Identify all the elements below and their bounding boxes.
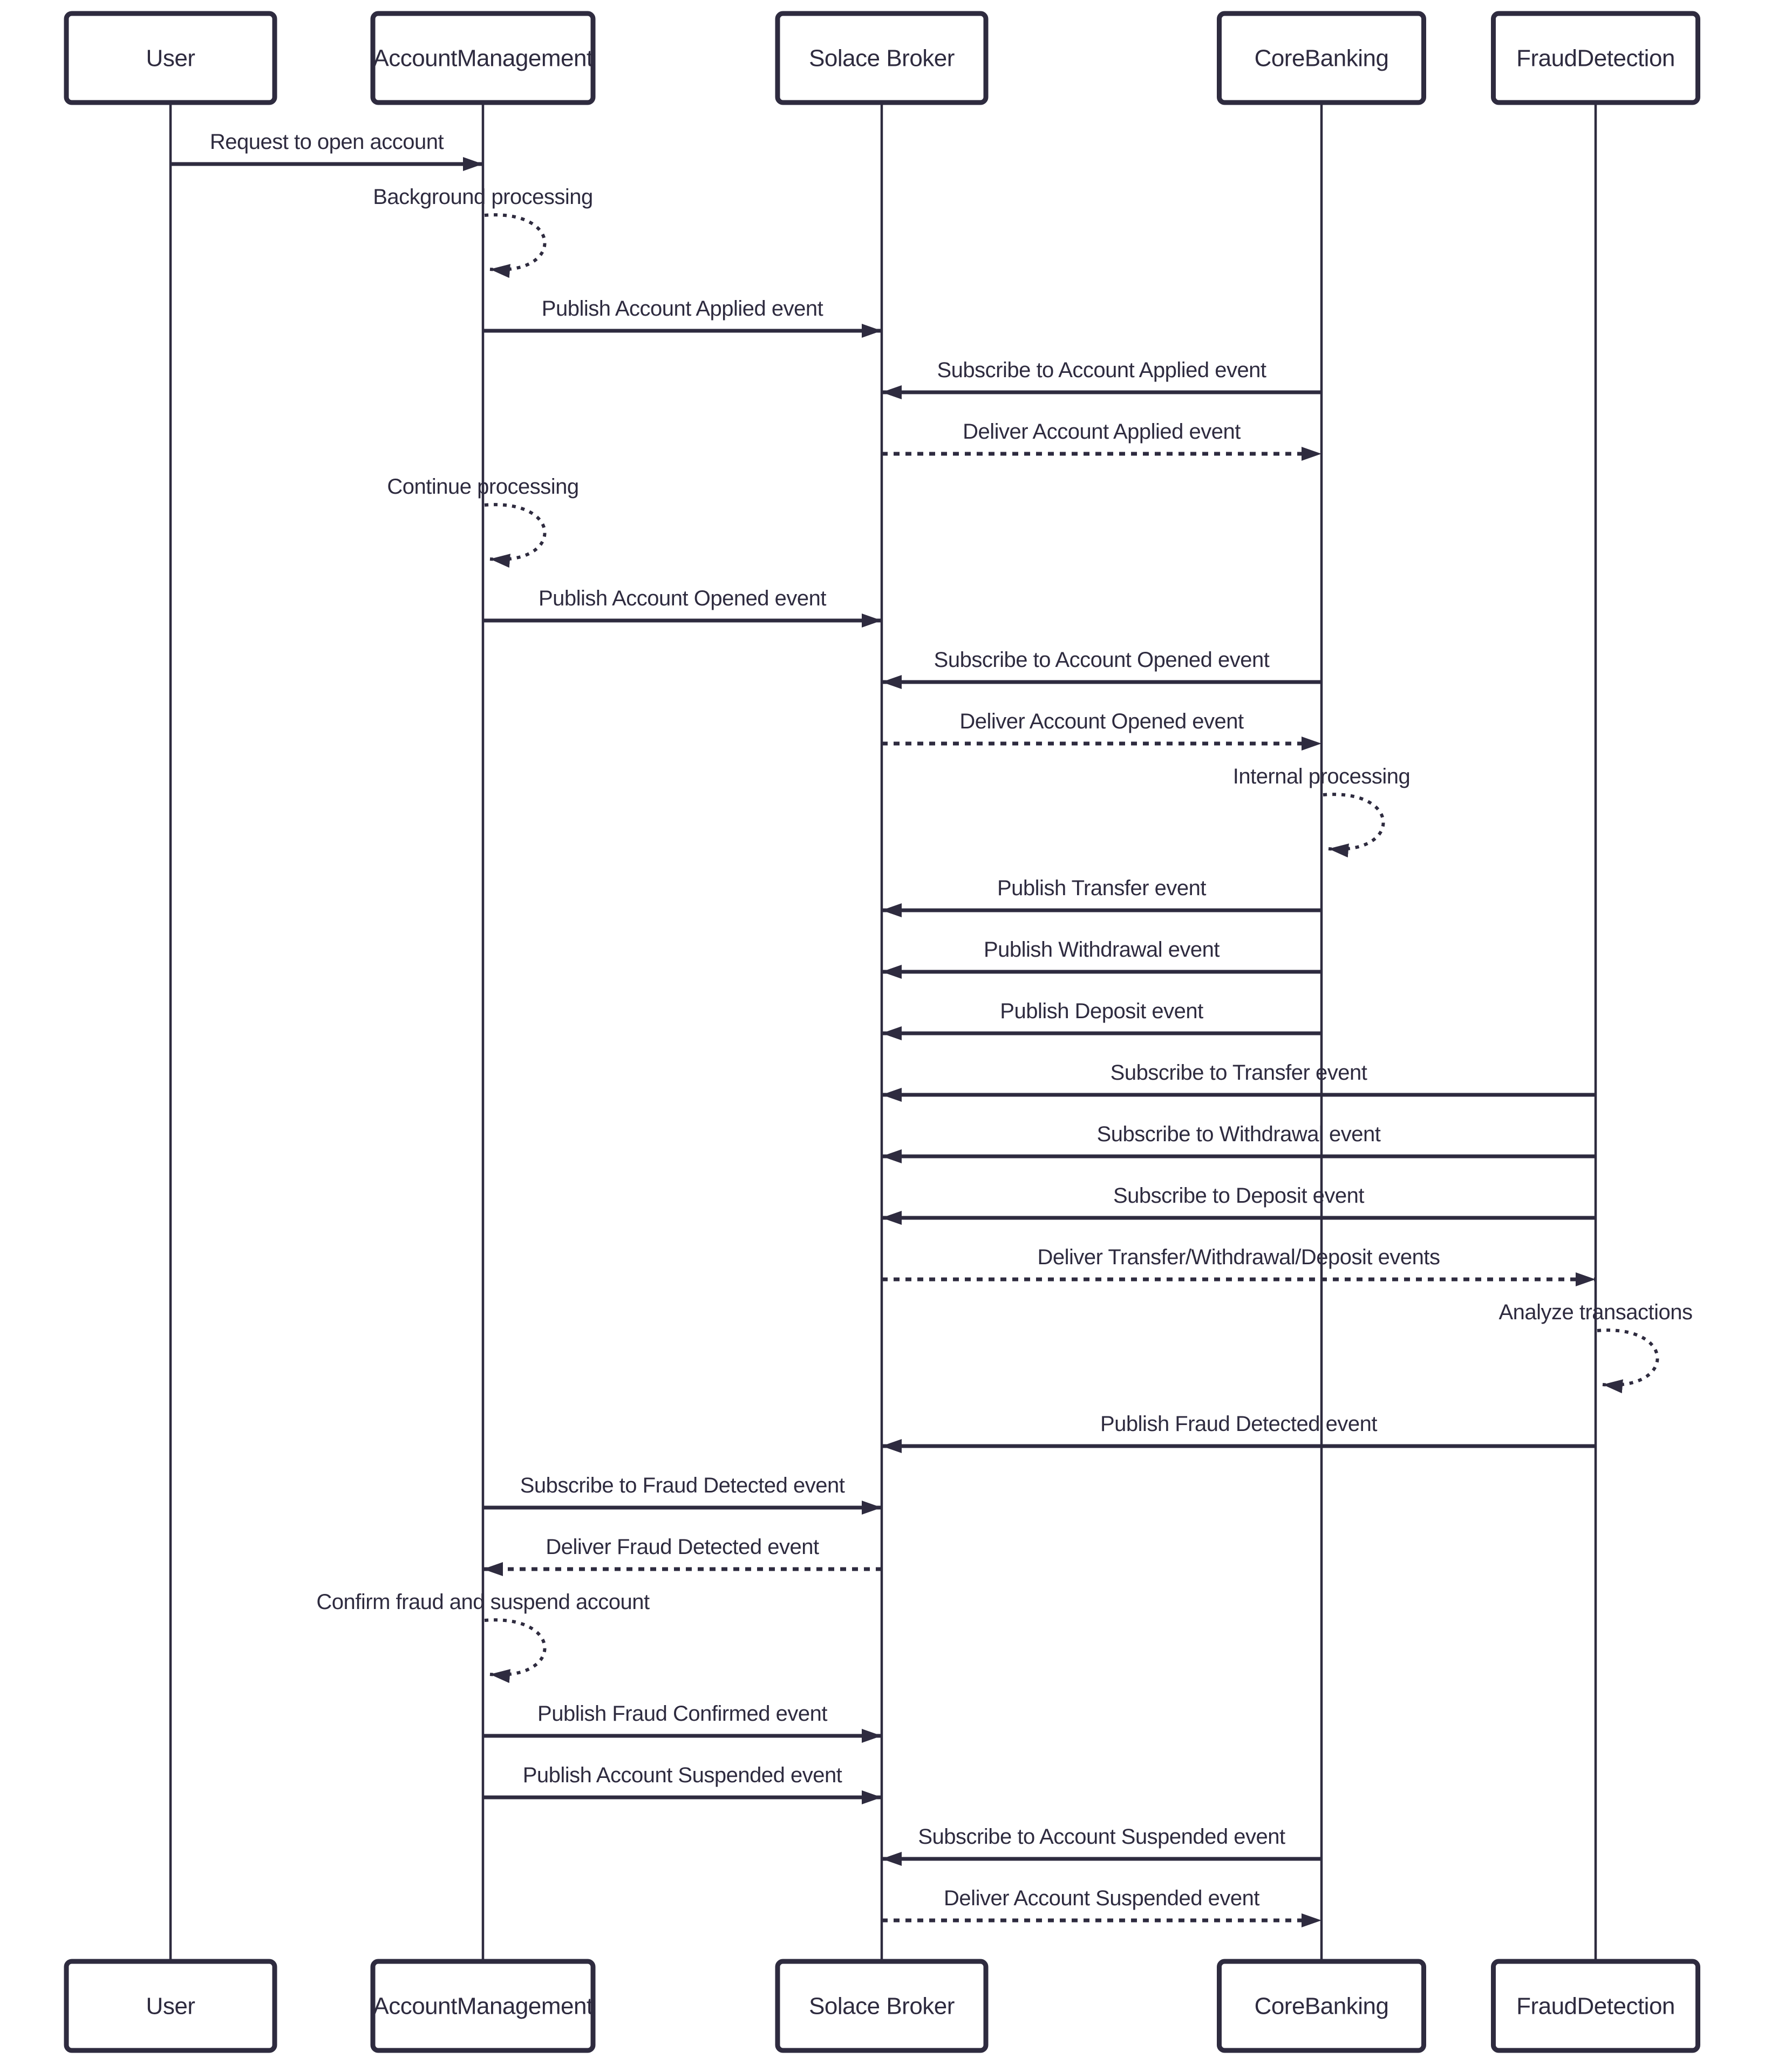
participant-label-top-solace-broker: Solace Broker: [809, 45, 955, 72]
message-label: Deliver Transfer/Withdrawal/Deposit events: [1037, 1245, 1440, 1269]
message-label: Subscribe to Transfer event: [1110, 1061, 1367, 1085]
participant-label-bottom-user: User: [146, 1993, 195, 2020]
message-label: Request to open account: [209, 130, 444, 154]
participant-label-bottom-fraud-detection: FraudDetection: [1516, 1993, 1675, 2020]
message-label: Publish Account Applied event: [541, 297, 823, 321]
message-label: Background processing: [373, 185, 593, 209]
participant-label-bottom-solace-broker: Solace Broker: [809, 1993, 955, 2020]
message-label: Subscribe to Account Applied event: [937, 358, 1266, 382]
message-label: Deliver Account Opened event: [959, 710, 1244, 733]
message-label: Internal processing: [1232, 765, 1411, 788]
participant-label-top-user: User: [146, 45, 195, 72]
message-label: Publish Deposit event: [1000, 999, 1203, 1023]
message-label: Publish Transfer event: [997, 876, 1206, 900]
message-label: Subscribe to Fraud Detected event: [520, 1474, 845, 1497]
participant-label-bottom-core-banking: CoreBanking: [1254, 1993, 1389, 2020]
message-label: Publish Withdrawal event: [983, 938, 1220, 962]
message-label: Deliver Account Suspended event: [944, 1886, 1259, 1910]
message-label: Subscribe to Account Suspended event: [918, 1825, 1285, 1849]
message-label: Publish Account Suspended event: [522, 1763, 842, 1787]
participant-label-top-account-management: AccountManagement: [373, 45, 593, 72]
message-label: Publish Account Opened event: [538, 587, 827, 610]
message-label: Analyze transactions: [1498, 1300, 1693, 1324]
message-label: Confirm fraud and suspend account: [316, 1590, 650, 1614]
message-label: Publish Fraud Confirmed event: [537, 1702, 827, 1726]
message-label: Subscribe to Withdrawal event: [1096, 1122, 1381, 1146]
message-label: Deliver Fraud Detected event: [546, 1535, 819, 1559]
message-label: Continue processing: [387, 475, 579, 499]
participant-label-top-fraud-detection: FraudDetection: [1516, 45, 1675, 72]
message-label: Publish Fraud Detected event: [1100, 1412, 1377, 1436]
participant-label-bottom-account-management: AccountManagement: [373, 1993, 593, 2020]
participant-label-top-core-banking: CoreBanking: [1254, 45, 1389, 72]
message-label: Subscribe to Account Opened event: [934, 648, 1270, 672]
message-label: Subscribe to Deposit event: [1113, 1184, 1365, 1208]
message-label: Deliver Account Applied event: [963, 420, 1241, 444]
